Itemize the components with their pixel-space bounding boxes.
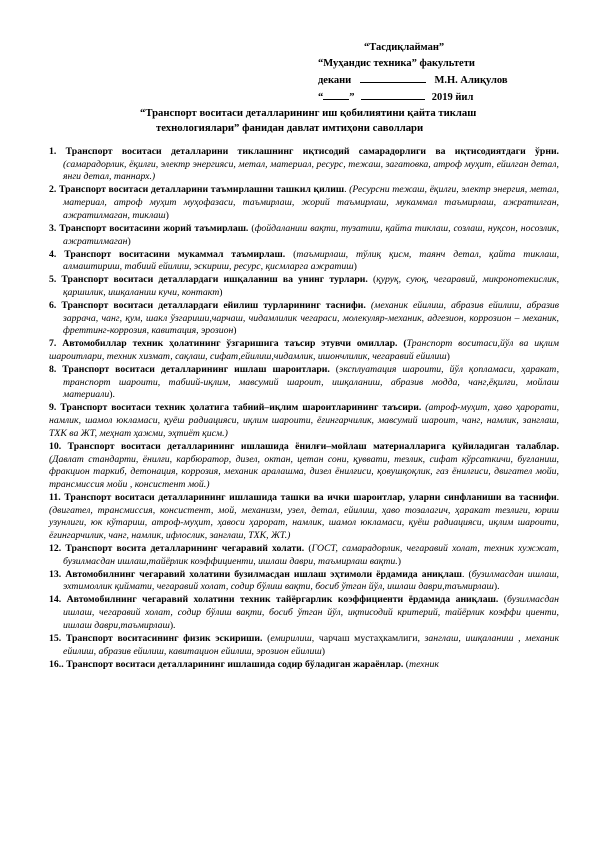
question-item <box>49 492 559 543</box>
approval-dean-line <box>318 72 588 89</box>
question-item <box>49 402 559 440</box>
question-topic: Транспорт воситасининг физик эскириши. <box>65 632 263 644</box>
question-punctuation: . ( <box>462 568 472 580</box>
question-punctuation: ) <box>353 261 357 273</box>
question-item <box>49 338 559 363</box>
question-punctuation: ). <box>169 619 176 631</box>
question-punctuation: чарчаш мустаҳкамлиги, <box>314 632 425 644</box>
question-topic: Транспорт воситаси деталларини таъмирлашни ташкил қилиш <box>58 184 345 196</box>
day-blank <box>323 89 349 100</box>
approval-dean-name: М.Н. Алиқулов <box>434 75 508 86</box>
question-number: 9. <box>49 402 61 414</box>
question-number: 6. <box>49 299 62 311</box>
question-topic: Транспорт воситаси деталлардаги ейилиш турларининг таснифи. <box>61 299 366 311</box>
question-item <box>49 659 559 672</box>
question-topic: Транспорт воситаси деталларининг ишлашида ёнилғи–мойлаш материалларига қуйиладиган талаблар. <box>67 440 560 452</box>
question-punctuation: ). <box>493 581 500 593</box>
question-item <box>49 300 559 338</box>
question-punctuation: . <box>344 184 350 196</box>
question-punctuation: ( <box>498 594 508 606</box>
question-topic: Транспорт воситаси техник ҳолатига табиий–иқлим шароитларининг таъсири. <box>60 402 422 414</box>
question-number: 11. <box>49 491 65 503</box>
question-keywords: (Давлат стандарти, ёнилғи, карбюратор, дизел, октан, цетан сони, қуввати, тезлик, сифат кўрсаткичи, буғланиш, фракцион таркиб, детонация, коррозия, механик аралашма, дизел ёнилғиси, қовушқоқлик, газ ёнилғиси, двигател мойи, трансмиссия мойи , консистент мой.) <box>49 453 559 490</box>
question-item <box>49 594 559 632</box>
question-keywords: фойдаланиш вақти, тузатиш, қайта тиклаш, созлаш, нуқсон, носозлик, ажратилмаган <box>63 222 560 247</box>
question-number: 2. <box>49 184 59 196</box>
document-title <box>40 106 540 136</box>
approval-dean-label: декани <box>318 75 352 86</box>
question-punctuation: ( <box>248 222 255 234</box>
month-blank <box>361 89 425 100</box>
question-keywords: (двигател, трансмиссия, консистент, мой, механизм, узел, детал, ейилиш, ҳаво тозалагич, ҳаракат тезлиги, юриш узунлиги, юк кўтариш, атроф-муҳит, ҳавоси ҳарорат, намлик, шамол юкламаси, қуёш радиацияси, иқлим шароити, ёғингарчилик, чанг, намлик, ифлослик, занглаш, ТХК, ЖТ.) <box>49 504 559 542</box>
question-keywords: (самарадорлик, ёқилғи, электр энергияси, метал, материал, ресурс, тежаш, загатовка, атроф муҳит, ейилган детал, янги детал, таннарх.) <box>63 158 559 183</box>
question-keywords: емирилиш, <box>270 632 315 644</box>
question-punctuation: ) <box>446 351 450 363</box>
question-punctuation: ( <box>285 248 297 260</box>
question-item <box>49 223 559 248</box>
question-keywords: эксплуатация шароити, йўл қопламаси, ҳаракат, транспорт шароити, табиий-иқлим, мавсумий шароит, ишқаланиш, абразив модда, чанг,ёқилғи, мойлаш материали <box>63 364 560 401</box>
question-topic: Транспорт воситаси деталларини тиклашнинг иқтисодий самарадорлиги ва иқтисодиятдаги ўрни. <box>65 146 559 157</box>
approval-stamp <box>318 40 588 106</box>
question-number: 5. <box>49 274 62 286</box>
question-item <box>49 364 559 402</box>
question-punctuation: ) <box>321 645 325 657</box>
question-punctuation: . <box>556 491 560 503</box>
question-topic: Транспорт воситасини мукаммал таъмирлаш. <box>64 248 286 260</box>
approval-heading: “Тасдиқлайман” <box>364 42 445 53</box>
question-item <box>49 633 559 658</box>
question-list <box>49 146 559 672</box>
question-topic: Транспорт воситаси деталлардаги ишқаланиш ва унинг турлари. <box>61 274 368 286</box>
question-number: 4. <box>49 248 65 260</box>
question-number: 15. <box>49 632 66 644</box>
question-keywords: ГОСТ, самарадорлик, чегаравий холат, техник хужжат, бузилмасдан ишлаш,тайёрлик коэффициенти, ишлаш даври, таъмирлаш вақти. <box>63 543 559 567</box>
question-keywords: Транспорт воситаси,йўл ва иқлим шароитлари, техник хизмат, сақлаш, сифат,ейилиш,чидамлик, ишончлилик, чегаравий ейилиш <box>49 338 559 363</box>
question-number: 13. <box>49 568 66 580</box>
question-item <box>49 184 559 222</box>
signature-blank <box>360 72 426 83</box>
question-number: 7. <box>49 338 63 350</box>
question-punctuation: ) <box>397 555 401 567</box>
question-punctuation: ) <box>219 286 223 298</box>
question-number: 3. <box>49 222 60 234</box>
question-keywords: занглаш, ишқаланиш , механик ейилиш, абразив ейилиш, кавитацион ейилиш, эрозион ейилиш <box>63 632 560 657</box>
question-topic: Транспорт воситаси деталларининг ишлашида ташки ва ички шароитлар, уларни синфланиши ва таснифи <box>64 491 557 503</box>
question-item <box>49 146 559 184</box>
question-topic: Автомобиллар техник ҳолатининг ўзгаришига таъсир этувчи омиллар. ( <box>62 338 407 350</box>
title-line-2: технологиялари” фанидан давлат имтиҳони саволлари <box>156 121 424 134</box>
question-number: 16.. <box>49 658 67 670</box>
question-keywords: (механик ейилиш, абразив ейилиш, абразив заррача, чанг, қум, шакл ўзгариши,чарчаш, чидамлилик чегараси, молекуляр-механик, адгезион, коррозион – механик, фреттинг-коррозия, кавитация, эрозион <box>63 299 560 337</box>
question-item <box>49 441 559 492</box>
question-number: 10. <box>49 440 68 452</box>
question-punctuation: ) <box>165 209 169 221</box>
question-keywords: таъмирлаш, тўлиқ қисм, таянч детал, қайта тиклаш, алмаштириш, табиий ейилиш, эскириш, ресурс, қисмларга ажратиш <box>63 248 560 273</box>
question-keywords: бузилмасдан ишлаш, эхтимоллик қиймати, чегаравий холат, содир бўлиш вақти, босиб ўтган йўл, ишлаш даври,таъмирлаш <box>63 568 559 593</box>
question-keywords: бузилмасдан ишлаш, чегаравий холат, содир бўлиш вақти, босиб ўтган йўл, иқтисодий критерий, тайёрлик коэффи циенти, ишлаш даври,таъмирлаш <box>63 594 559 631</box>
question-punctuation: ) <box>233 325 237 337</box>
question-keywords: қуруқ, суюқ, чегаравий, микронотекислик, қаршилик, ишқаланиш кучи, контакт <box>63 274 560 298</box>
approval-date-close-quote: ” <box>349 92 355 103</box>
question-punctuation: ( <box>329 364 340 376</box>
question-topic: Транспорт восита деталларининг чегаравий холати. <box>65 543 305 555</box>
question-number: 8. <box>49 364 63 376</box>
question-topic: Автомобилнинг чегаравий холатини техник тайёргарлик коэффициенти ёрдамида аниқлаш. <box>66 594 499 606</box>
question-number: 1. <box>49 146 66 157</box>
question-keywords: (Ресурсни тежаш, ёқилғи, электр энергия, метал, материал, атроф муҳит муҳофазаси, таъмирлаш, жорий таъмирлаш, мукаммал таъмирлаш, ажратилган, ажратилмаган, тиклаш <box>63 184 559 221</box>
question-keywords: (атроф-муҳит, ҳаво ҳарорати, намлик, шамол юкламаси, қуёш радиацияси, иқлим шароити, ёғингарчилик, мавсумий шароит, чанг, намлик, занглаш, ТХК ва ЖТ, меҳнат ҳажми, эҳтиёт қисм.) <box>49 402 560 439</box>
question-punctuation: ( <box>367 274 377 286</box>
approval-date-open-quote: “ <box>318 92 324 103</box>
question-item <box>49 543 559 568</box>
question-topic: Транспорт воситаси деталларининг ишлаш шароитлари. <box>62 364 330 376</box>
title-line-1: “Транспорт воситаси деталларининг иш қобилиятини қайта тиклаш <box>140 107 477 119</box>
question-punctuation: ( <box>304 543 312 555</box>
approval-year: 2019 йил <box>431 92 474 103</box>
question-topic: Транспорт воситасини жорий таъмирлаш. <box>59 222 249 234</box>
question-punctuation: ( <box>403 658 410 670</box>
approval-faculty: “Муҳандис техника” факультети <box>318 58 475 69</box>
question-item <box>49 569 559 594</box>
question-topic: Транспорт воситаси деталларининг ишлашида содир бўладиган жараёнлар. <box>66 658 404 670</box>
question-topic: Автомобилнинг чегаравий холатини бузилмасдан ишлаш эҳтимоли ёрдамида аниқлаш <box>65 568 462 580</box>
question-number: 14. <box>49 594 67 606</box>
question-item <box>49 249 559 274</box>
question-number: 12. <box>49 543 66 555</box>
question-punctuation: ( <box>262 632 271 644</box>
question-keywords: техник <box>409 658 439 670</box>
question-punctuation: ) <box>127 235 131 247</box>
approval-date-line <box>318 89 588 106</box>
question-item <box>49 274 559 299</box>
question-punctuation: ). <box>109 389 115 401</box>
